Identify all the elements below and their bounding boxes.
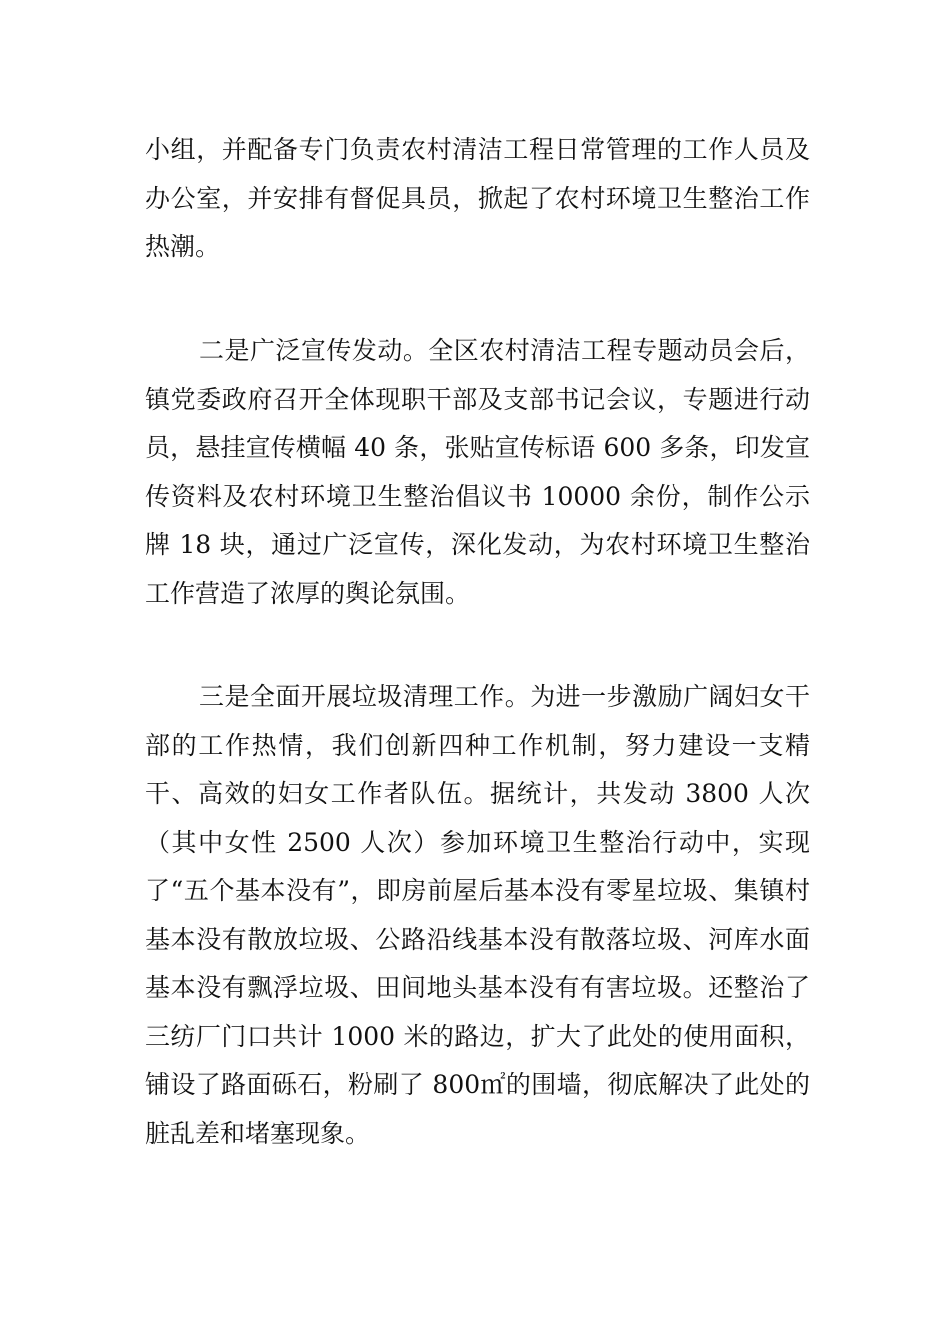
paragraph-publicity: 二是广泛宣传发动。全区农村清洁工程专题动员会后，镇党委政府召开全体现职干部及支部书记会议，专题进行动员，悬挂宣传横幅 40 条，张贴宣传标语 600 多条，印发宣传资料及农村环境卫生整治倡议书 10000 余份，制作公示牌 18 块，通过广泛宣传，深化发动，为农村环境卫生整治工作营造了浓厚的舆论氛围。 [145, 336, 810, 608]
paragraph-garbage-cleanup: 三是全面开展垃圾清理工作。为进一步激励广阔妇女干部的工作热情，我们创新四种工作机制，努力建设一支精干、高效的妇女工作者队伍。据统计，共发动 3800 人次（其中女性 2500 人次）参加环境卫生整治行动中，实现了“五个基本没有”，即房前屋后基本没有零星垃圾、集镇村基本没有散放垃圾、公路沿线基本没有散落垃圾、河库水面基本没有飘浮垃圾、田间地头基本没有有害垃圾。还整治了三纺厂门口共计 1000 米的路边，扩大了此处的使用面积，铺设了路面砾石，粉刷了 800㎡的围墙，彻底解决了此处的脏乱差和堵塞现象。 [145, 682, 810, 1148]
paragraph-continuation: 小组，并配备专门负责农村清洁工程日常管理的工作人员及办公室，并安排有督促具员，掀起了农村环境卫生整治工作热潮。 [145, 135, 810, 261]
